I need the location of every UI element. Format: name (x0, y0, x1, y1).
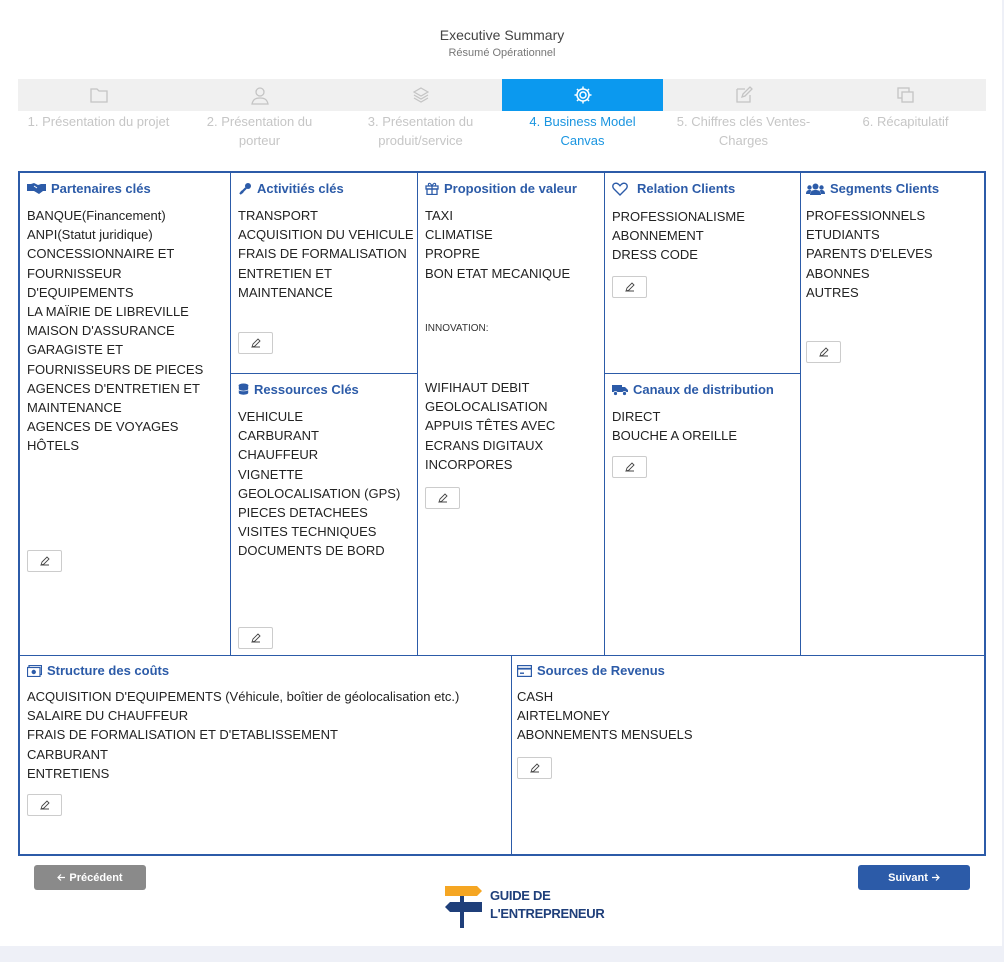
activities-edit-button[interactable] (238, 332, 273, 354)
step-1-label[interactable]: 1. Présentation du projet (27, 114, 170, 129)
activities-cell (231, 173, 418, 374)
list-item: BOUCHE A OREILLE (612, 428, 737, 444)
activities-title: Activitiés clés (257, 181, 344, 196)
wallet-icon (517, 665, 532, 677)
cost-structure-list (27, 687, 507, 783)
customer-segments-list (806, 206, 976, 302)
value-proposition-cell (418, 173, 605, 655)
pencil-icon (530, 763, 540, 773)
users-icon (806, 183, 825, 195)
step-5-tab[interactable] (663, 79, 824, 111)
cost-structure-edit-button[interactable] (27, 794, 62, 816)
list-item: ABONNEMENTS MENSUELS (517, 727, 693, 743)
list-item: TAXI (425, 208, 453, 223)
list-item: AIRTELMONEY (517, 708, 610, 724)
gear-icon (573, 85, 593, 105)
signpost-icon (442, 884, 486, 930)
list-item: BANQUE(Financement) (27, 208, 166, 223)
resources-header (238, 382, 359, 397)
channels-edit-button[interactable] (612, 456, 647, 478)
resources-title: Ressources Clés (254, 382, 359, 397)
list-item: ACQUISITION D'EQUIPEMENTS (Véhicule, boîtier de géolocalisation etc.) (27, 689, 460, 704)
step-4-tab[interactable] (502, 79, 663, 111)
step-4-label[interactable]: 4. Business Model Canvas (529, 114, 636, 148)
list-item: VIGNETTE (238, 466, 304, 482)
activities-list (238, 206, 418, 302)
value-proposition-list (425, 206, 600, 283)
guide-entrepreneur-logo (442, 884, 612, 930)
page-title: Executive Summary (439, 27, 565, 43)
list-item: ABONNES (806, 265, 870, 281)
logo-text (490, 887, 604, 923)
pencil-icon (40, 556, 50, 566)
logo-line-2: L'ENTREPRENEUR (490, 906, 605, 921)
list-item: PIECES DETACHEES (238, 505, 368, 521)
customer-relationship-list (612, 207, 797, 265)
business-model-canvas (18, 171, 986, 856)
list-item: TRANSPORT (238, 208, 318, 223)
customer-relationship-title: Relation Clients (637, 181, 736, 196)
list-item: GEOLOCALISATION (GPS) (238, 485, 401, 501)
list-item: ACQUISITION DU VEHICULE (238, 227, 414, 243)
list-item: CARBURANT (27, 746, 108, 762)
pencil-icon (625, 462, 635, 472)
value-proposition-edit-button[interactable] (425, 487, 460, 509)
list-item: WIFIHAUT DEBIT (425, 380, 530, 395)
list-item: FRAIS DE FORMALISATION (238, 246, 407, 262)
gift-icon (425, 182, 439, 195)
resources-edit-button[interactable] (238, 627, 273, 649)
previous-button[interactable] (34, 865, 146, 890)
list-item: SALAIRE DU CHAUFFEUR (27, 708, 189, 724)
list-item: ENTRETIENS (27, 765, 110, 781)
list-item: HÔTELS (27, 438, 80, 454)
page-subtitle: Résumé Opérationnel (448, 47, 556, 59)
list-item: ETUDIANTS (806, 227, 880, 243)
channels-header (612, 382, 774, 397)
cost-structure-cell (20, 655, 512, 854)
previous-button-label: Précédent (69, 871, 123, 884)
arrow-right-icon (931, 873, 940, 882)
list-item: AUTRES (806, 284, 859, 300)
cost-structure-header (27, 663, 169, 678)
list-item: FRAIS DE FORMALISATION ET D'ETABLISSEMENT (27, 727, 338, 743)
list-item: APPUIS TÊTES AVEC ECRANS DIGITAUX INCORPORES (425, 418, 556, 472)
list-item: GEOLOCALISATION (425, 399, 548, 415)
pencil-icon (438, 493, 448, 503)
list-item: MAISON D'ASSURANCE (27, 323, 175, 339)
customer-segments-title: Segments Clients (830, 181, 940, 196)
list-item: AGENCES DE VOYAGES (27, 419, 179, 435)
customer-relationship-cell (605, 173, 801, 374)
edit-icon (734, 85, 754, 105)
channels-list (612, 407, 797, 445)
step-2-label[interactable]: 2. Présentation du porteur (206, 114, 313, 148)
next-button[interactable] (858, 865, 970, 890)
customer-segments-cell (801, 173, 984, 655)
value-proposition-title: Proposition de valeur (444, 181, 577, 196)
revenue-streams-title: Sources de Revenus (537, 663, 665, 678)
customer-segments-edit-button[interactable] (806, 341, 841, 363)
list-item: ENTRETIEN ET MAINTENANCE (238, 265, 333, 300)
list-item: PROFESSIONALISME (612, 209, 745, 224)
list-item: DRESS CODE (612, 247, 698, 263)
user-icon (250, 85, 270, 105)
channels-cell (605, 374, 801, 655)
step-1-tab[interactable] (18, 79, 179, 111)
partners-list (27, 206, 217, 456)
step-6-label[interactable]: 6. Récapitulatif (862, 114, 949, 129)
list-item: LA MAÏRIE DE LIBREVILLE (27, 304, 189, 320)
pencil-icon (251, 633, 261, 643)
copy-icon (896, 85, 916, 105)
layers-icon (411, 86, 431, 104)
list-item: CASH (517, 689, 554, 704)
list-item: VEHICULE (238, 409, 304, 424)
pencil-icon (625, 282, 635, 292)
innovation-list (425, 378, 565, 474)
heart-icon (612, 182, 628, 196)
list-item: AGENCES D'ENTRETIEN ET MAINTENANCE (27, 380, 200, 416)
list-item: PROPRE (425, 246, 480, 262)
step-5-label[interactable]: 5. Chiffres clés Ventes-Charges (676, 114, 811, 148)
list-item: DIRECT (612, 409, 661, 424)
list-item: CHAUFFEUR (238, 447, 319, 463)
partners-edit-button[interactable] (27, 550, 62, 572)
resources-cell (231, 374, 418, 655)
revenue-streams-header (517, 663, 665, 678)
revenue-streams-cell (512, 655, 984, 854)
channels-title: Canaux de distribution (633, 382, 774, 397)
step-3-tab[interactable] (340, 79, 501, 111)
revenue-streams-edit-button[interactable] (517, 757, 552, 779)
pencil-icon (819, 347, 829, 357)
list-item: ANPI(Statut juridique) (27, 227, 153, 243)
list-item: CLIMATISE (425, 227, 493, 243)
pencil-icon (40, 800, 50, 810)
key-icon (238, 182, 252, 195)
list-item: GARAGISTE ET FOURNISSEURS DE PIECES (27, 342, 204, 377)
logo-line-1: GUIDE DE (490, 888, 551, 903)
money-icon (27, 665, 42, 677)
list-item: ABONNEMENT (612, 228, 704, 244)
list-item: VISITES TECHNIQUES (238, 524, 377, 540)
partners-cell (20, 173, 231, 655)
revenue-streams-list (517, 687, 977, 745)
database-icon (238, 383, 249, 396)
customer-segments-header (806, 181, 939, 196)
arrow-left-icon (57, 873, 66, 882)
list-item: CONCESSIONNAIRE ET FOURNISSEUR D'EQUIPEMENTS (27, 246, 175, 300)
list-item: BON ETAT MECANIQUE (425, 265, 571, 281)
value-proposition-header (425, 181, 577, 196)
pencil-icon (251, 338, 261, 348)
list-item: PARENTS D'ELEVES (806, 246, 933, 262)
customer-relationship-header (612, 181, 735, 196)
activities-header (238, 181, 344, 196)
partners-title: Partenaires clés (51, 181, 151, 196)
folder-icon (89, 86, 109, 104)
step-6-tab[interactable] (825, 79, 986, 111)
cost-structure-title: Structure des coûts (47, 663, 170, 678)
list-item: DOCUMENTS DE BORD (238, 543, 385, 559)
partners-header (27, 181, 151, 196)
resources-list (238, 407, 418, 561)
list-item: CARBURANT (238, 428, 319, 444)
step-3-label[interactable]: 3. Présentation du produit/service (367, 114, 474, 148)
list-item: PROFESSIONNELS (806, 208, 926, 223)
truck-icon (612, 384, 628, 396)
step-2-tab[interactable] (179, 79, 340, 111)
customer-relationship-edit-button[interactable] (612, 276, 647, 298)
next-button-label: Suivant (888, 871, 928, 884)
innovation-label: INNOVATION: (425, 323, 489, 334)
handshake-icon (27, 182, 46, 195)
